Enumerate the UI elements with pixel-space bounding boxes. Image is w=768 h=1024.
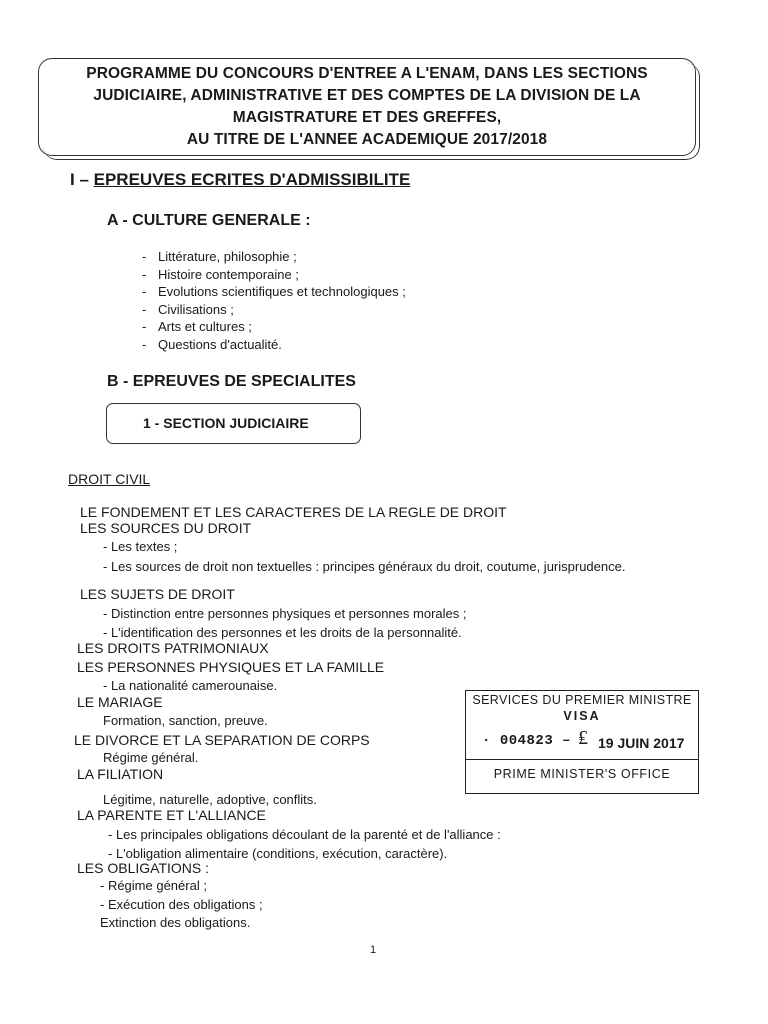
stamp-top-text: SERVICES DU PREMIER MINISTRE bbox=[472, 693, 692, 707]
section-judiciaire-box bbox=[106, 403, 361, 444]
list-item: - Littérature, philosophie ; bbox=[142, 249, 297, 264]
text-line: Formation, sanction, preuve. bbox=[103, 713, 268, 728]
stamp-date: 19 JUIN 2017 bbox=[598, 735, 685, 751]
droit-civil-heading: DROIT CIVIL bbox=[68, 471, 151, 487]
part-title: EPREUVES ECRITES D'ADMISSIBILITE bbox=[93, 170, 411, 189]
text-line: - La nationalité camerounaise. bbox=[103, 678, 278, 693]
signature-mark-icon: ₤ bbox=[578, 725, 588, 749]
page-number: 1 bbox=[370, 944, 377, 956]
text-line: - Les sources de droit non textuelles : principes généraux du droit, coutume, jurisprudence. bbox=[103, 559, 626, 574]
stamp-number: · 004823 – bbox=[482, 733, 572, 749]
official-visa-stamp bbox=[465, 690, 699, 794]
text-line: LE FONDEMENT ET LES CARACTERES DE LA REGLE DE DROIT bbox=[80, 504, 507, 520]
title-line-3: MAGISTRATURE ET DES GREFFES, bbox=[232, 109, 502, 126]
stamp-visa-text: VISA bbox=[563, 709, 601, 723]
text-line: - Exécution des obligations ; bbox=[100, 897, 263, 912]
text-line: - L'obligation alimentaire (conditions, exécution, caractère). bbox=[108, 846, 448, 861]
text-line: - Les textes ; bbox=[103, 539, 178, 554]
list-item: - Histoire contemporaine ; bbox=[142, 266, 299, 282]
list-item: - Questions d'actualité. bbox=[142, 336, 282, 352]
text-line: - Les principales obligations découlant de la parenté et de l'alliance : bbox=[108, 827, 501, 842]
section-a-title: A - CULTURE GENERALE : bbox=[107, 212, 311, 229]
part-heading bbox=[70, 170, 410, 190]
title-line-1: PROGRAMME DU CONCOURS D'ENTREE A L'ENAM, DANS LES SECTIONS bbox=[86, 65, 648, 82]
list-item: - Evolutions scientifiques et technologiques ; bbox=[142, 284, 406, 300]
text-line: LES DROITS PATRIMONIAUX bbox=[77, 640, 269, 656]
stamp-bottom-text: PRIME MINISTER'S OFFICE bbox=[493, 767, 671, 781]
stamp-divider bbox=[466, 759, 698, 760]
title-box bbox=[38, 58, 696, 156]
text-line: LES SUJETS DE DROIT bbox=[80, 586, 235, 602]
text-line: - Distinction entre personnes physiques et personnes morales ; bbox=[103, 606, 467, 621]
text-line: LE MARIAGE bbox=[77, 694, 163, 710]
text-line: - Régime général ; bbox=[100, 878, 207, 893]
section-a-list bbox=[142, 248, 406, 354]
list-item: - Arts et cultures ; bbox=[142, 319, 252, 335]
text-line: LES SOURCES DU DROIT bbox=[80, 520, 252, 536]
text-line: LE DIVORCE ET LA SEPARATION DE CORPS bbox=[74, 732, 370, 748]
title-line-4: AU TITRE DE L'ANNEE ACADEMIQUE 2017/2018 bbox=[186, 131, 548, 148]
title-line-2: JUDICIAIRE, ADMINISTRATIVE ET DES COMPTES DE LA DIVISION DE LA bbox=[93, 87, 641, 104]
text-line: Régime général. bbox=[103, 750, 199, 765]
text-line: - L'identification des personnes et les droits de la personnalité. bbox=[103, 625, 462, 640]
list-item: - Civilisations ; bbox=[142, 301, 234, 317]
text-line: LES PERSONNES PHYSIQUES ET LA FAMILLE bbox=[77, 659, 385, 675]
section-b-title: B - EPREUVES DE SPECIALITES bbox=[107, 373, 356, 390]
text-line: Légitime, naturelle, adoptive, conflits. bbox=[103, 792, 317, 807]
part-prefix: I – bbox=[70, 170, 94, 189]
text-line: Extinction des obligations. bbox=[100, 915, 251, 930]
text-line: LA PARENTE ET L'ALLIANCE bbox=[77, 807, 266, 823]
section-judiciaire-label: 1 - SECTION JUDICIAIRE bbox=[143, 415, 309, 431]
text-line: LES OBLIGATIONS : bbox=[77, 860, 210, 876]
text-line: LA FILIATION bbox=[77, 766, 164, 782]
